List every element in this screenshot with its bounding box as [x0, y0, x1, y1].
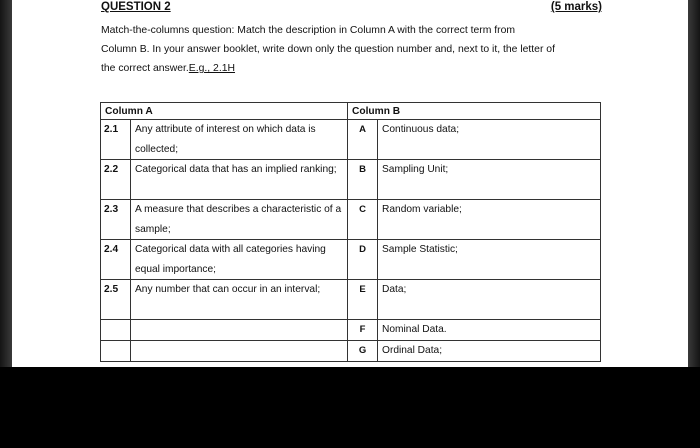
row-term: Sampling Unit;	[378, 160, 601, 200]
question-instructions	[101, 21, 606, 78]
row-description: Categorical data that has an implied ranking;	[131, 160, 348, 200]
row-term: Random variable;	[378, 200, 601, 240]
row-description: A measure that describes a characteristic of a sample;	[131, 200, 348, 240]
table-row	[101, 120, 601, 160]
row-term: Nominal Data.	[378, 320, 601, 341]
row-number: 2.1	[101, 120, 131, 160]
row-description: Any number that can occur in an interval;	[131, 280, 348, 320]
row-letter: G	[348, 341, 378, 362]
row-number	[101, 341, 131, 362]
instructions-line-2: Column B. In your answer booklet, write down only the question number and, next to it, the letter of	[101, 44, 555, 55]
row-description: Categorical data with all categories having equal importance;	[131, 240, 348, 280]
row-term: Sample Statistic;	[378, 240, 601, 280]
match-columns-table	[100, 102, 601, 362]
document-page	[12, 0, 688, 367]
instructions-line-1: Match-the-columns question: Match the description in Column A with the correct term from	[101, 25, 516, 36]
column-a-header: Column A	[101, 103, 348, 120]
question-marks: (5 marks)	[550, 1, 602, 13]
table-row	[101, 200, 601, 240]
row-description: Any attribute of interest on which data is collected;	[131, 120, 348, 160]
row-description	[131, 341, 348, 362]
row-letter: B	[348, 160, 378, 200]
question-title: QUESTION 2	[101, 1, 171, 13]
row-letter: A	[348, 120, 378, 160]
row-letter: C	[348, 200, 378, 240]
table-row	[101, 280, 601, 320]
row-number: 2.4	[101, 240, 131, 280]
row-term: Continuous data;	[378, 120, 601, 160]
instructions-line-3-text: the correct answer.	[101, 63, 189, 74]
row-number	[101, 320, 131, 341]
table-row	[101, 240, 601, 280]
row-number: 2.3	[101, 200, 131, 240]
instructions-line-3	[101, 59, 606, 78]
page-shadow-right	[688, 0, 700, 367]
row-number: 2.2	[101, 160, 131, 200]
row-term: Data;	[378, 280, 601, 320]
table-header-row	[101, 103, 601, 120]
table-row	[101, 320, 601, 341]
row-description	[131, 320, 348, 341]
row-letter: E	[348, 280, 378, 320]
table-row	[101, 160, 601, 200]
row-letter: D	[348, 240, 378, 280]
row-number: 2.5	[101, 280, 131, 320]
answer-example: E.g., 2.1H	[188, 63, 236, 74]
row-term: Ordinal Data;	[378, 341, 601, 362]
row-letter: F	[348, 320, 378, 341]
page-shadow-left	[0, 0, 12, 367]
table-row	[101, 341, 601, 362]
column-b-header: Column B	[348, 103, 601, 120]
